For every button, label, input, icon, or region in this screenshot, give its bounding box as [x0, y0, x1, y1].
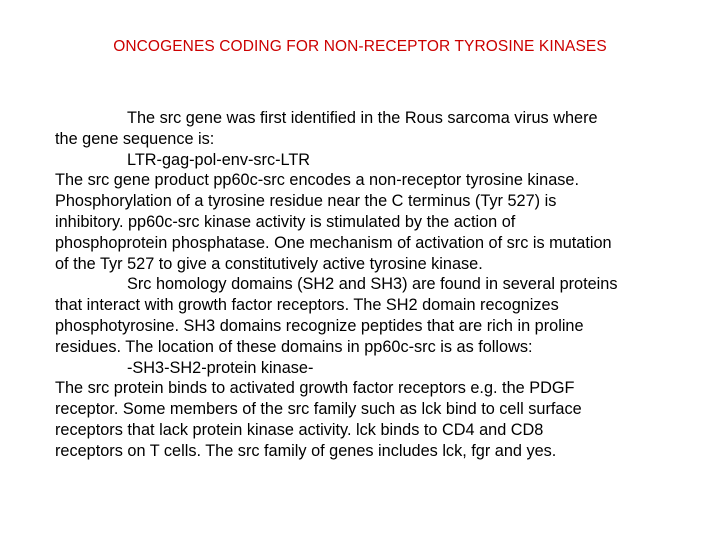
body-line: residues. The location of these domains in pp60c-src is as follows:	[55, 337, 533, 356]
slide-title: ONCOGENES CODING FOR NON-RECEPTOR TYROSINE KINASES	[113, 38, 607, 55]
body-line: the gene sequence is:	[55, 129, 215, 148]
body-line: -SH3-SH2-protein kinase-	[127, 358, 314, 377]
body-line: The src gene product pp60c-src encodes a non-receptor tyrosine kinase.	[55, 171, 579, 190]
slide-body	[55, 108, 680, 462]
body-line: inhibitory. pp60c-src kinase activity is stimulated by the action of	[55, 212, 516, 231]
body-line: receptors on T cells. The src family of genes includes lck, fgr and yes.	[55, 441, 557, 460]
body-line: that interact with growth factor receptors. The SH2 domain recognizes	[55, 296, 559, 315]
body-line: The src protein binds to activated growth factor receptors e.g. the PDGF	[55, 379, 575, 398]
body-line: LTR-gag-pol-env-src-LTR	[127, 150, 311, 169]
body-line: receptor. Some members of the src family such as lck bind to cell surface	[55, 400, 582, 419]
body-line: The src gene was first identified in the Rous sarcoma virus where	[127, 109, 598, 127]
body-line: of the Tyr 527 to give a constitutively active tyrosine kinase.	[55, 254, 483, 273]
body-line: Src homology domains (SH2 and SH3) are found in several proteins	[127, 275, 618, 294]
body-line: phosphotyrosine. SH3 domains recognize peptides that are rich in proline	[55, 316, 584, 335]
body-line: Phosphorylation of a tyrosine residue near the C terminus (Tyr 527) is	[55, 192, 557, 211]
body-line: phosphoprotein phosphatase. One mechanism of activation of src is mutation	[55, 233, 612, 252]
body-line: receptors that lack protein kinase activity. lck binds to CD4 and CD8	[55, 420, 544, 439]
